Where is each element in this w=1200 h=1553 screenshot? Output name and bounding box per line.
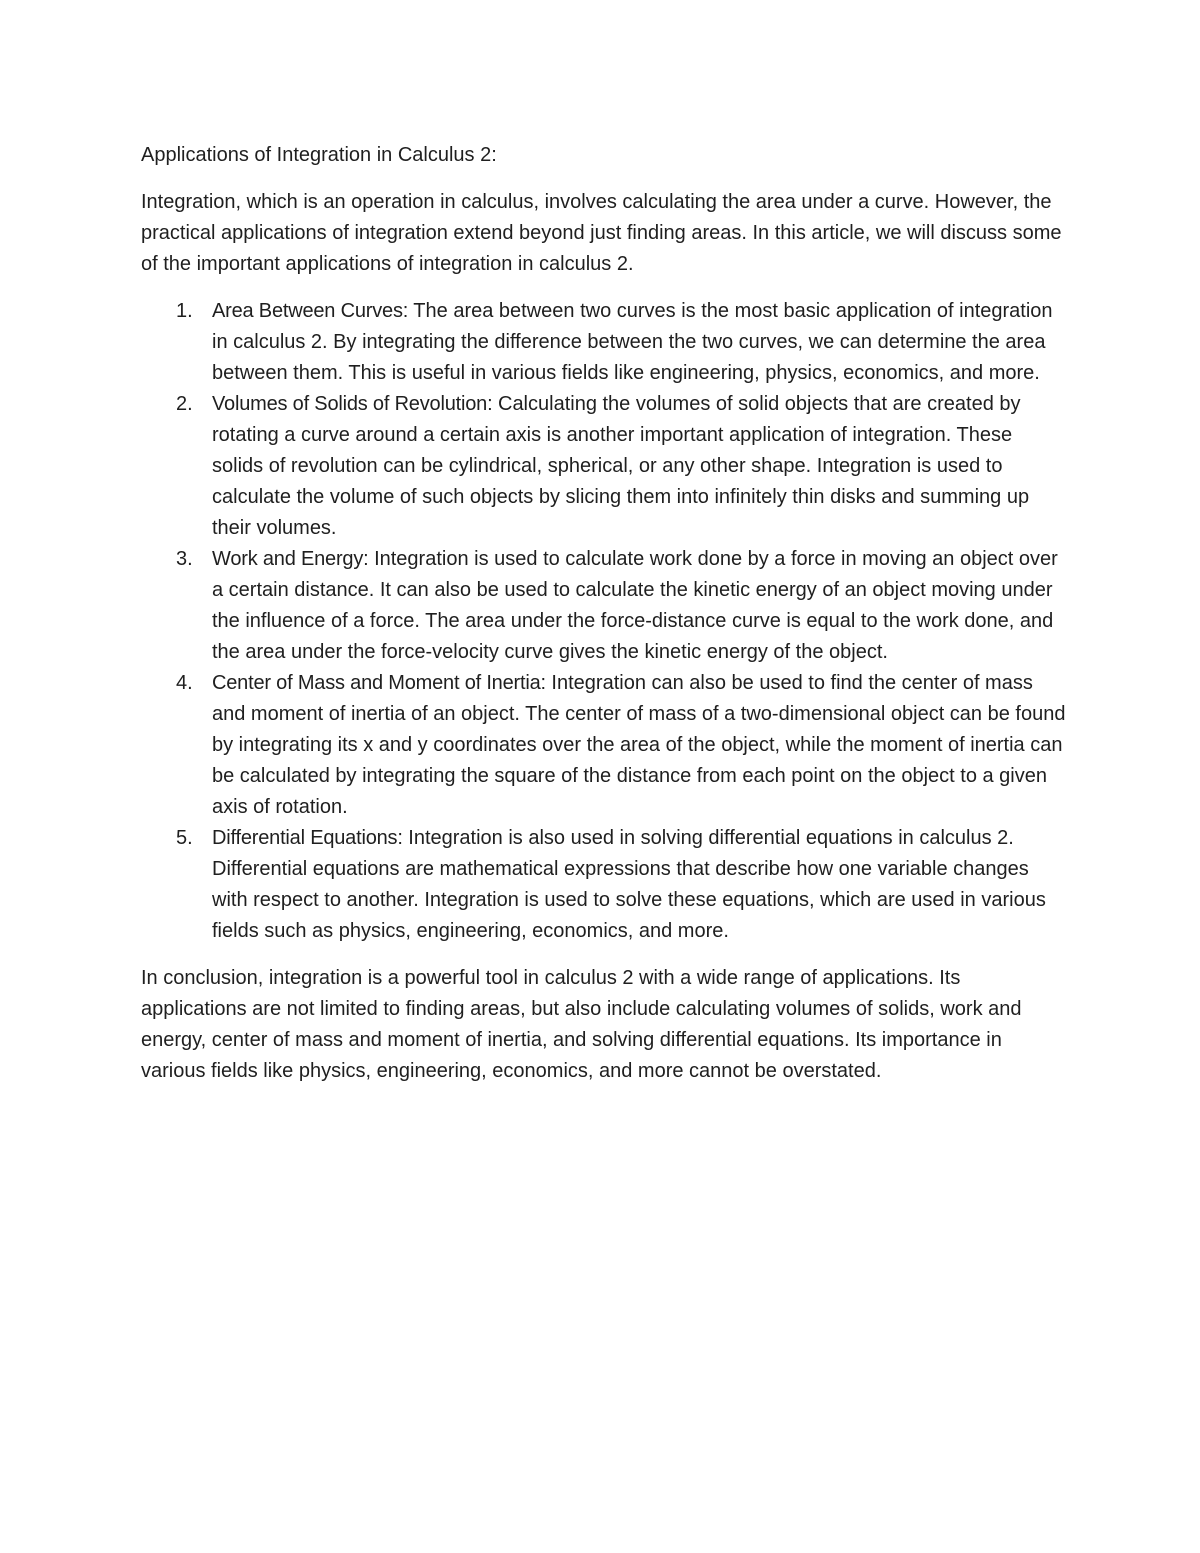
conclusion-paragraph: In conclusion, integration is a powerful tool in calculus 2 with a wide range of applications. Its applications are not limited to finding areas, but also include calculating volumes of solids, work and energy, center of mass and moment of inertia, and solving differential equations. Its importance in various fields like physics, engineering, economics, and more cannot be overstated.: [141, 967, 1022, 1082]
list-item: [141, 823, 1066, 947]
list-item-heading: Center of Mass and Moment of Inertia:: [212, 672, 546, 694]
list-item-number: 5.: [176, 827, 193, 849]
list-item-heading: Differential Equations:: [212, 827, 403, 849]
list-item-text: Integration is used to calculate work done by a force in moving an object over a certain distance. It can also be used to calculate the kinetic energy of an object moving under the influence of a force. The area under the force-distance curve is equal to the work done, and the area under the force-velocity curve gives the kinetic energy of the object.: [212, 548, 1058, 663]
list-item-text: The area between two curves is the most basic application of integration in calculus 2. By integrating the difference between the two curves, we can determine the area between them. This is useful in various fields like engineering, physics, economics, and more.: [212, 300, 1053, 384]
list-item-number: 2.: [176, 393, 193, 415]
document-page: [141, 140, 1066, 1103]
list-item-number: 3.: [176, 548, 193, 570]
list-item-text: Integration is also used in solving differential equations in calculus 2. Differential equations are mathematical expressions that describe how one variable changes with respect to another. Integration is used to solve these equations, which are used in various fields such as physics, engineering, economics, and more.: [212, 827, 1046, 942]
list-item-heading: Area Between Curves:: [212, 300, 409, 322]
list-item-text: Integration can also be used to find the center of mass and moment of inertia of an object. The center of mass of a two-dimensional object can be found by integrating its x and y coordinates over the area of the object, while the moment of inertia can be calculated by integrating the square of the distance from each point on the object to a given axis of rotation.: [212, 672, 1066, 818]
list-item: [141, 668, 1066, 823]
list-item-heading: Work and Energy:: [212, 548, 369, 570]
list-item-number: 1.: [176, 300, 193, 322]
list-item-heading: Volumes of Solids of Revolution:: [212, 393, 493, 415]
list-item-number: 4.: [176, 672, 193, 694]
applications-list: [141, 296, 1066, 947]
list-item-text: Calculating the volumes of solid objects that are created by rotating a curve around a certain axis is another important application of integration. These solids of revolution can be cylindrical, spherical, or any other shape. Integration is used to calculate the volume of such objects by slicing them into infinitely thin disks and summing up their volumes.: [212, 393, 1030, 539]
list-item: [141, 544, 1066, 668]
intro-paragraph: Integration, which is an operation in calculus, involves calculating the area under a curve. However, the practical applications of integration extend beyond just finding areas. In this article, we will discuss some of the important applications of integration in calculus 2.: [141, 191, 1062, 275]
list-item: [141, 389, 1066, 544]
list-item: [141, 296, 1066, 389]
document-title: Applications of Integration in Calculus 2:: [141, 144, 497, 166]
